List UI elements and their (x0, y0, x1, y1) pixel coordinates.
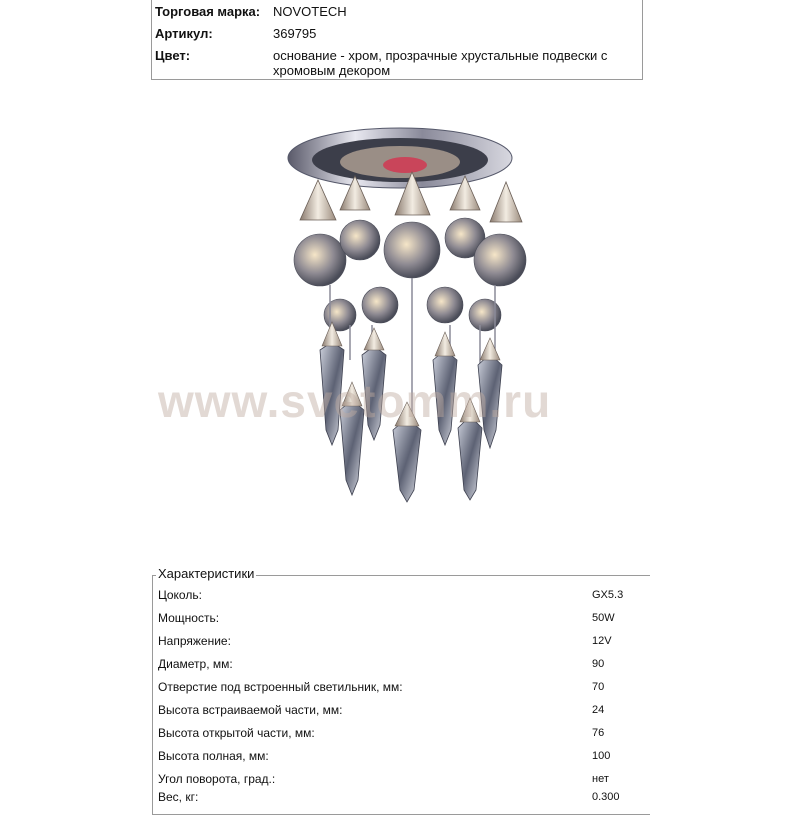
article-label: Артикул: (155, 26, 213, 41)
spec-value: 90 (592, 658, 605, 670)
characteristics-title: Характеристики (158, 566, 255, 581)
brand-value: NOVOTECH (273, 4, 347, 19)
product-info-table (151, 0, 643, 80)
spec-label: Диаметр, мм: (158, 657, 233, 671)
spec-label: Высота встраиваемой части, мм: (158, 703, 343, 717)
spec-value: 100 (592, 750, 611, 762)
spec-label: Угол поворота, град.: (158, 772, 276, 786)
spec-value: 24 (592, 704, 605, 716)
spec-value: нет (592, 773, 609, 785)
spec-value: GX5.3 (592, 589, 624, 601)
watermark-text: www.svetomm.ru (158, 375, 552, 427)
spec-label: Высота открытой части, мм: (158, 726, 315, 740)
color-value: основание - хром, прозрачные хрустальные подвески с хромовым декором (273, 48, 608, 78)
article-value: 369795 (273, 26, 317, 41)
color-label: Цвет: (155, 48, 191, 63)
spec-value: 0.300 (592, 791, 620, 803)
brand-label: Торговая марка: (155, 4, 261, 19)
spec-label: Цоколь: (158, 588, 202, 602)
spec-label: Отверстие под встроенный светильник, мм: (158, 680, 403, 694)
spec-label: Высота полная, мм: (158, 749, 269, 763)
spec-value: 70 (592, 681, 605, 693)
spec-value: 12V (592, 635, 612, 647)
product-image (150, 110, 650, 520)
spec-label: Напряжение: (158, 634, 231, 648)
spec-value: 50W (592, 612, 615, 624)
spec-label: Вес, кг: (158, 790, 199, 804)
spec-value: 76 (592, 727, 605, 739)
spec-label: Мощность: (158, 611, 220, 625)
